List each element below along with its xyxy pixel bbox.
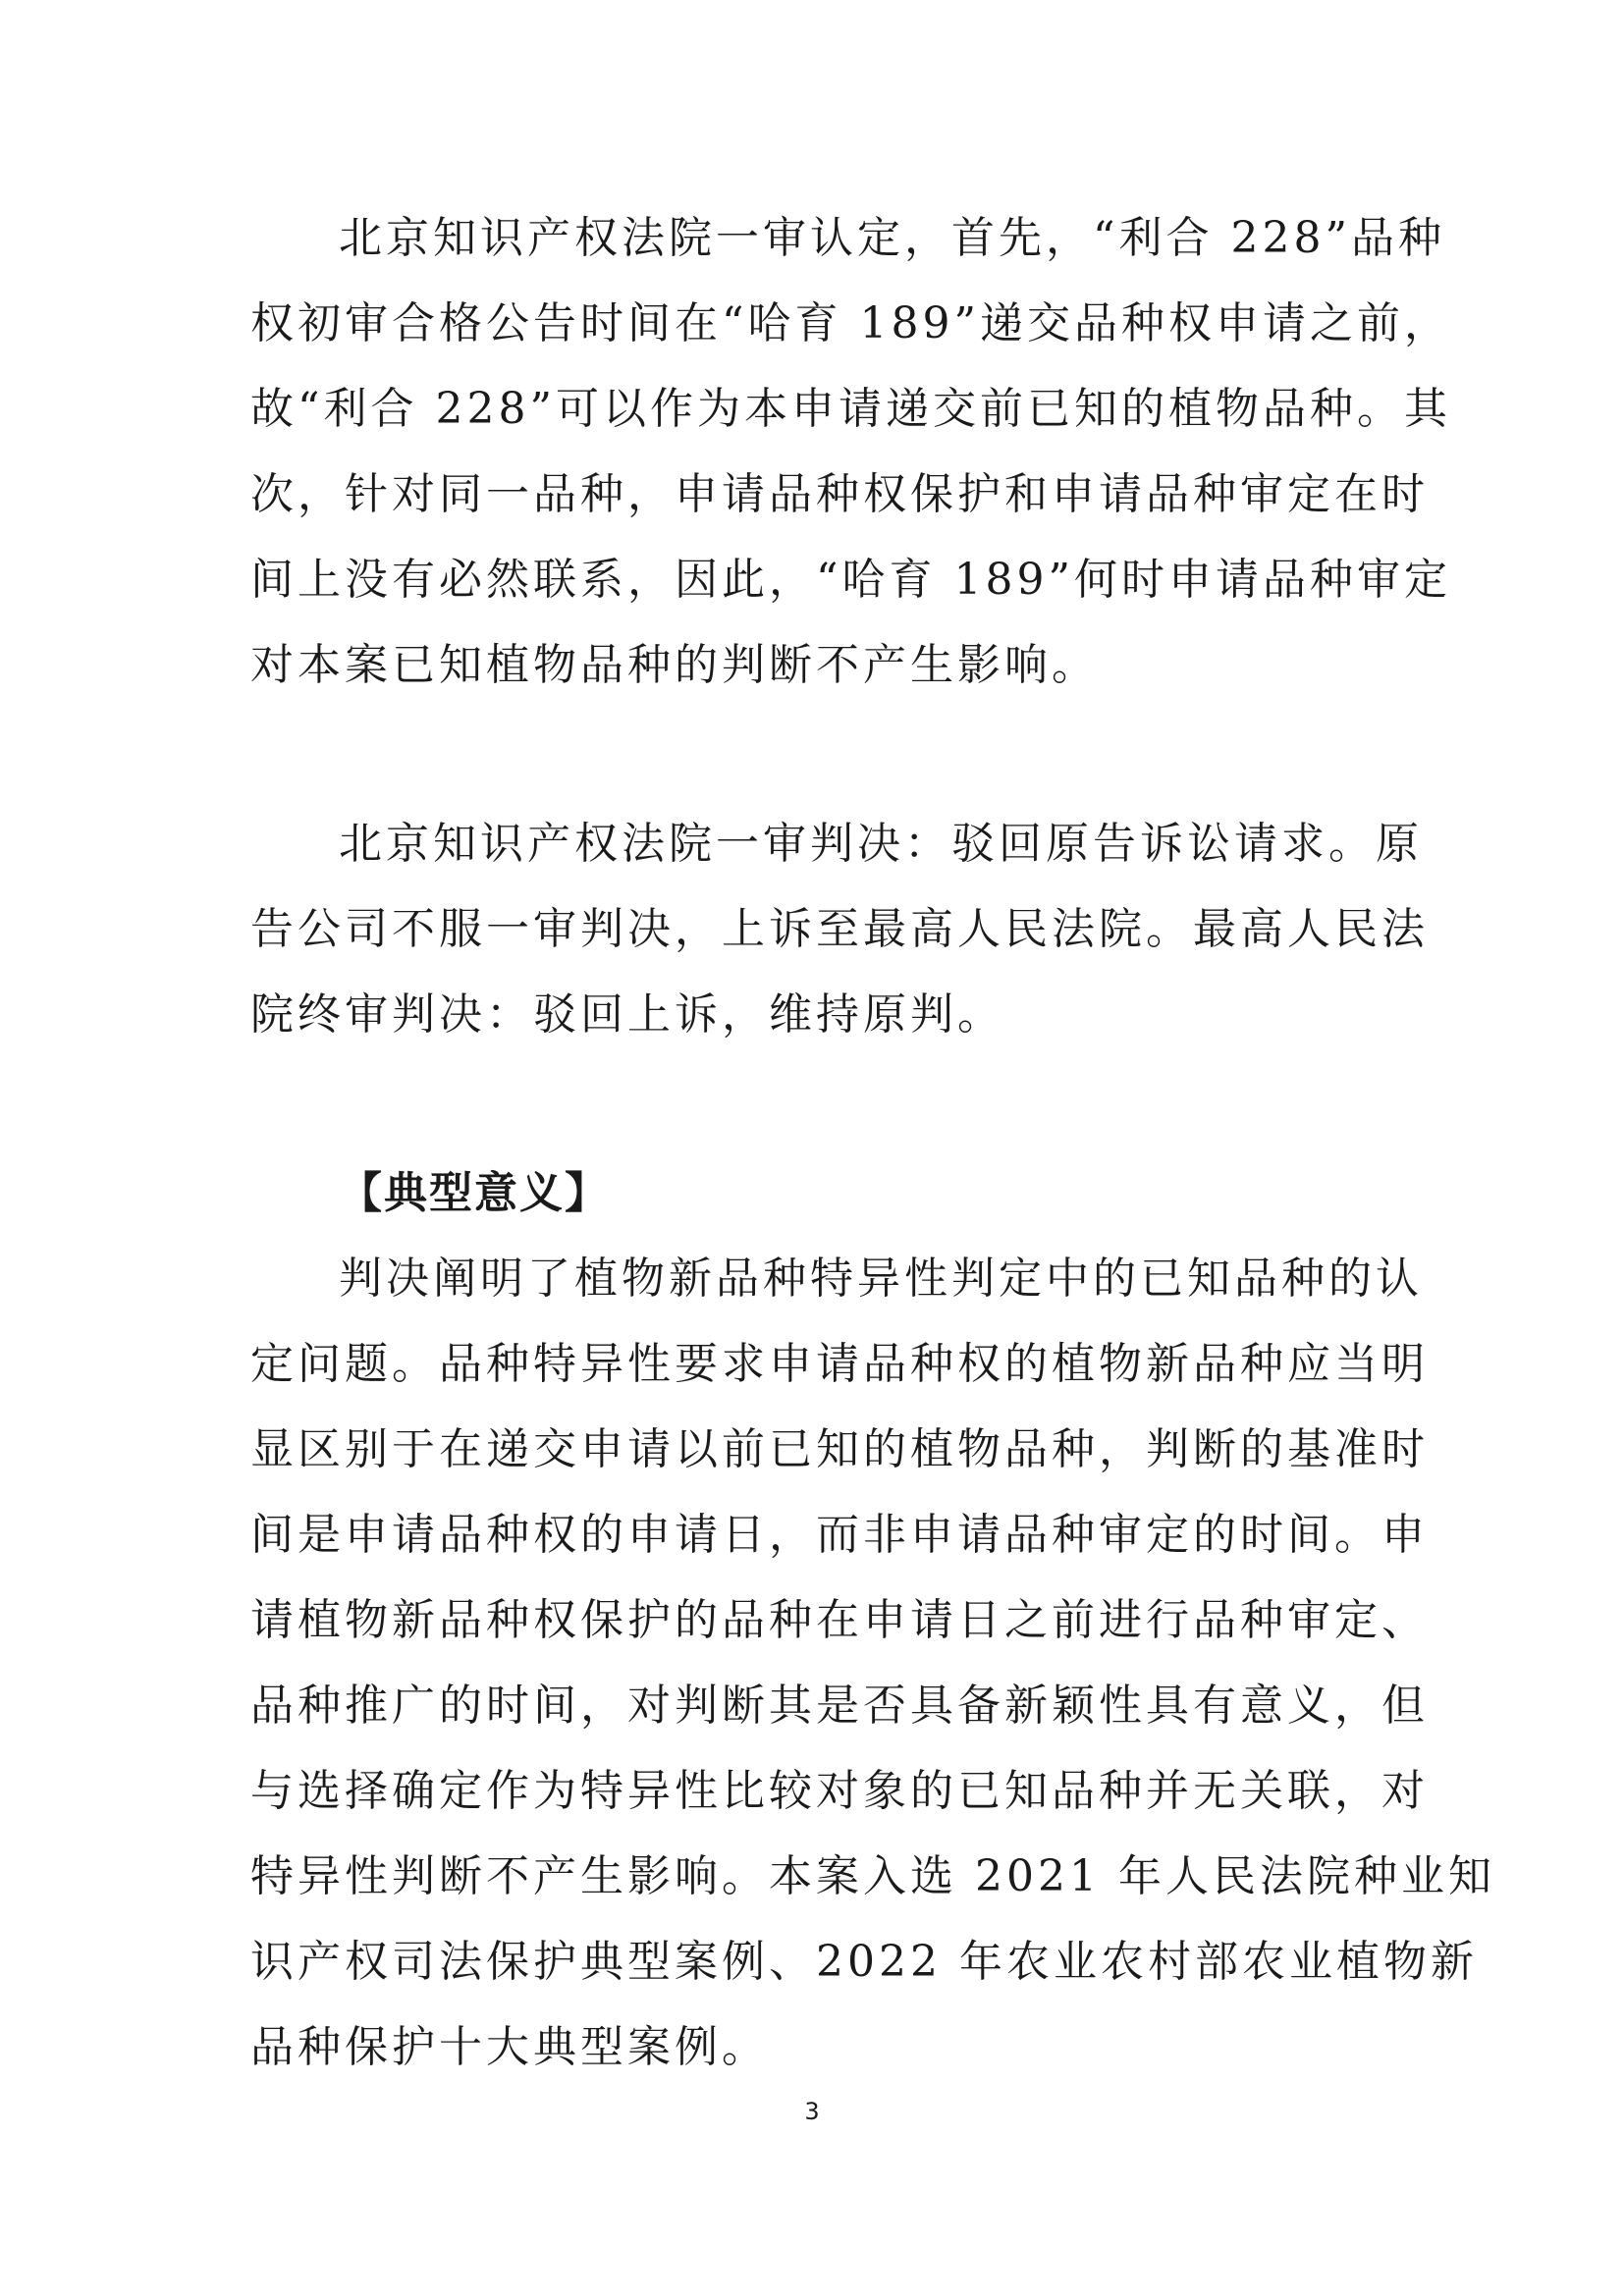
paragraph-1-line: 故“利合 228”可以作为本申请递交前已知的植物品种。其 [250, 384, 1451, 434]
section-line: 间是申请品种权的申请日，而非申请品种审定的时间。申 [250, 1510, 1429, 1560]
section-line: 判决阐明了植物新品种特异性判定中的已知品种的认 [339, 1254, 1423, 1304]
page-number: 3 [804, 2098, 820, 2125]
paragraph-1-line: 北京知识产权法院一审认定，首先，“利合 228”品种 [339, 213, 1445, 263]
paragraph-1-line: 间上没有必然联系，因此，“哈育 189”何时申请品种审定 [250, 555, 1451, 605]
paragraph-2-line: 院终审判决：驳回上诉，维持原判。 [250, 989, 1004, 1040]
section-line: 识产权司法保护典型案例、2022 年农业农村部农业植物新 [250, 1937, 1478, 1987]
paragraph-1-line: 对本案已知植物品种的判断不产生影响。 [250, 640, 1099, 690]
section-line: 定问题。品种特异性要求申请品种权的植物新品种应当明 [250, 1339, 1429, 1389]
paragraph-2-line: 北京知识产权法院一审判决：驳回原告诉讼请求。原 [339, 819, 1423, 869]
section-line: 特异性判断不产生影响。本案入选 2021 年人民法院种业知 [250, 1851, 1495, 1901]
paragraph-1-line: 权初审合格公告时间在“哈育 189”递交品种权申请之前， [250, 298, 1451, 348]
paragraph-1-line: 次，针对同一品种，申请品种权保护和申请品种审定在时 [250, 469, 1429, 519]
section-line: 品种保护十大典型案例。 [250, 2022, 769, 2072]
section-line: 显区别于在递交申请以前已知的植物品种，判断的基准时 [250, 1424, 1429, 1474]
section-line: 品种推广的时间，对判断其是否具备新颖性具有意义，但 [250, 1681, 1429, 1731]
section-line: 请植物新品种权保护的品种在申请日之前进行品种审定、 [250, 1595, 1429, 1645]
section-line: 与选择确定作为特异性比较对象的已知品种并无关联，对 [250, 1766, 1429, 1816]
section-heading: 【典型意义】 [339, 1168, 610, 1218]
paragraph-2-line: 告公司不服一审判决，上诉至最高人民法院。最高人民法 [250, 904, 1429, 954]
